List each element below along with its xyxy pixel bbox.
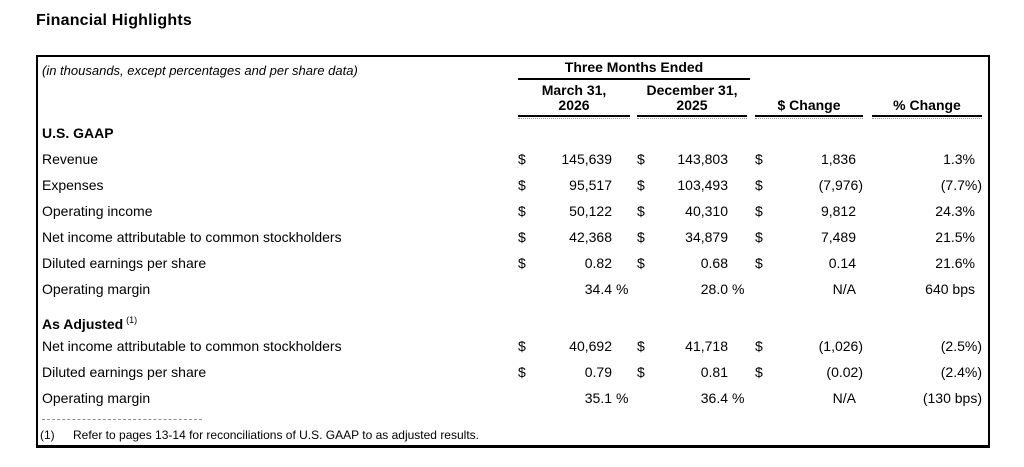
value-march: 35.1 [584,390,612,406]
spacer [747,359,755,385]
spacer [747,172,755,198]
row-label: Net income attributable to common stockholders [42,338,342,354]
column-header-march-line2: 2026 [558,97,590,113]
spacer [630,198,637,224]
value-percent-change: (130 bps) [922,390,982,406]
spacer [982,172,988,198]
value-december: 41,718 [685,338,728,354]
table-header [38,57,988,120]
currency-symbol: $ [755,203,763,219]
column-underline [755,115,863,119]
spacer [747,198,755,224]
spacer [863,276,872,302]
table-row [38,224,988,250]
spacer [747,224,755,250]
value-march: 34.4 [584,281,612,297]
value-dollar-change: 9,812 [820,203,856,219]
column-header-december-line1: December 31, [646,82,738,98]
row-label: Operating margin [42,390,151,406]
spacer [630,359,637,385]
value-march: 42,368 [569,229,612,245]
value-dollar-change: 7,489 [820,229,856,245]
section-label: As Adjusted [42,316,124,332]
percent-sign [728,198,747,224]
spacer [630,250,637,276]
section-label: U.S. GAAP [42,125,114,141]
percent-sign [612,198,630,224]
spacer [863,359,872,385]
currency-symbol: $ [637,338,645,354]
currency-symbol: $ [755,229,763,245]
spacer [630,224,637,250]
spacer [863,172,872,198]
value-march: 0.79 [584,364,612,380]
column-header-march [518,80,630,119]
spacer [747,250,755,276]
currency-symbol: $ [637,151,645,167]
row-label: Revenue [42,151,99,167]
percent-sign: % [616,390,629,406]
percent-sign [728,172,747,198]
table-row [38,276,988,302]
currency-symbol: $ [755,177,763,193]
currency-symbol: $ [637,177,645,193]
value-dollar-change: (7,976) [818,177,863,193]
currency-symbol: $ [637,364,645,380]
footnote [40,419,640,442]
spacer [982,250,988,276]
currency-symbol: $ [518,151,526,167]
currency-symbol: $ [637,255,645,271]
currency-symbol [518,385,536,411]
percent-sign [612,224,630,250]
row-label: Operating margin [42,281,151,297]
spacer [982,146,988,172]
percent-sign [612,359,630,385]
row-label: Diluted earnings per share [42,255,207,271]
value-december: 34,879 [685,229,728,245]
currency-symbol: $ [518,203,526,219]
value-march: 40,692 [569,338,612,354]
spacer [982,385,988,411]
column-header-percent-change [872,80,982,119]
percent-sign: % [732,281,745,297]
page-title: Financial Highlights [36,12,193,29]
column-underline [518,115,630,119]
value-december: 36.4 [700,390,728,406]
spacer [630,172,637,198]
spacer [630,276,637,302]
percent-sign: % [732,390,745,406]
percent-sign [728,250,747,276]
percent-sign [612,146,630,172]
column-underline [637,115,747,119]
currency-symbol: $ [755,364,763,380]
spacer [863,250,872,276]
units-note: (in thousands, except percentages and per share data) [42,63,358,78]
value-december: 143,803 [677,151,728,167]
value-percent-change: 21.6% [935,255,975,271]
section-footnote-ref: (1) [126,315,138,325]
column-header-december-line2: 2025 [676,97,708,113]
table-body [38,120,988,411]
value-december: 28.0 [700,281,728,297]
percent-sign [728,224,747,250]
currency-symbol: $ [518,177,526,193]
percent-sign [612,172,630,198]
row-label: Net income attributable to common stockholders [42,229,342,245]
value-december: 40,310 [685,203,728,219]
spacer [747,385,755,411]
table-row [38,198,988,224]
currency-symbol: $ [518,364,526,380]
currency-symbol [518,276,536,302]
value-march: 145,639 [561,151,612,167]
column-header-march-line1: March 31, [541,82,607,98]
column-header-dollar-change-label: $ Change [777,97,841,113]
currency-symbol: $ [637,203,645,219]
spacer [747,276,755,302]
table-row [38,172,988,198]
footnote-text: Refer to pages 13-14 for reconciliations of U.S. GAAP to as adjusted results. [73,428,479,442]
column-header-percent-change-label: % Change [893,97,961,113]
spacer [982,198,988,224]
percent-sign [612,250,630,276]
table-row [38,333,988,359]
percent-sign [728,359,747,385]
table-row [38,385,988,411]
currency-symbol [755,385,773,411]
row-label: Operating income [42,203,153,219]
spacer [747,146,755,172]
value-dollar-change: 0.14 [828,255,856,271]
row-label: Expenses [42,177,104,193]
footnote-marker: (1) [40,428,55,442]
value-dollar-change: N/A [832,390,856,406]
value-dollar-change: N/A [832,281,856,297]
value-dollar-change: (0.02) [826,364,863,380]
spacer [630,146,637,172]
spacer [630,385,637,411]
value-percent-change: 640 bps [925,281,975,297]
spacer [863,198,872,224]
table-row [38,250,988,276]
currency-symbol: $ [518,338,526,354]
value-march: 0.82 [584,255,612,271]
value-december: 103,493 [677,177,728,193]
spacer [863,385,872,411]
percent-sign: % [616,281,629,297]
footnote-divider [42,419,202,420]
column-header-dollar-change [755,80,863,119]
value-december: 0.68 [700,255,728,271]
value-percent-change: (2.4%) [940,364,982,380]
value-percent-change: (2.5%) [940,338,982,354]
value-percent-change: 21.5% [935,229,975,245]
period-group-header [518,59,750,80]
spacer [982,276,988,302]
period-group-label: Three Months Ended [564,59,704,75]
financial-highlights-table [36,55,990,448]
spacer [982,333,988,359]
currency-symbol [637,276,655,302]
percent-sign [612,333,630,359]
percent-sign [728,333,747,359]
currency-symbol [755,276,773,302]
currency-symbol: $ [518,229,526,245]
percent-sign [728,146,747,172]
spacer [982,359,988,385]
value-percent-change: 24.3% [935,203,975,219]
currency-symbol [637,385,655,411]
value-december: 0.81 [700,364,728,380]
column-underline [872,115,982,119]
currency-symbol: $ [637,229,645,245]
spacer [863,224,872,250]
currency-symbol: $ [755,338,763,354]
value-percent-change: 1.3% [943,151,975,167]
spacer [863,333,872,359]
spacer [630,333,637,359]
value-dollar-change: 1,836 [820,151,856,167]
value-march: 50,122 [569,203,612,219]
column-header-december [637,80,747,119]
spacer [747,333,755,359]
footnote-line [40,428,640,442]
row-label: Diluted earnings per share [42,364,207,380]
spacer [863,146,872,172]
spacer [982,224,988,250]
currency-symbol: $ [755,151,763,167]
section-row [38,120,988,146]
value-dollar-change: (1,026) [818,338,863,354]
value-march: 95,517 [569,177,612,193]
table-row [38,146,988,172]
currency-symbol: $ [518,255,526,271]
table-row [38,359,988,385]
currency-symbol: $ [755,255,763,271]
value-percent-change: (7.7%) [940,177,982,193]
section-row [38,307,988,333]
